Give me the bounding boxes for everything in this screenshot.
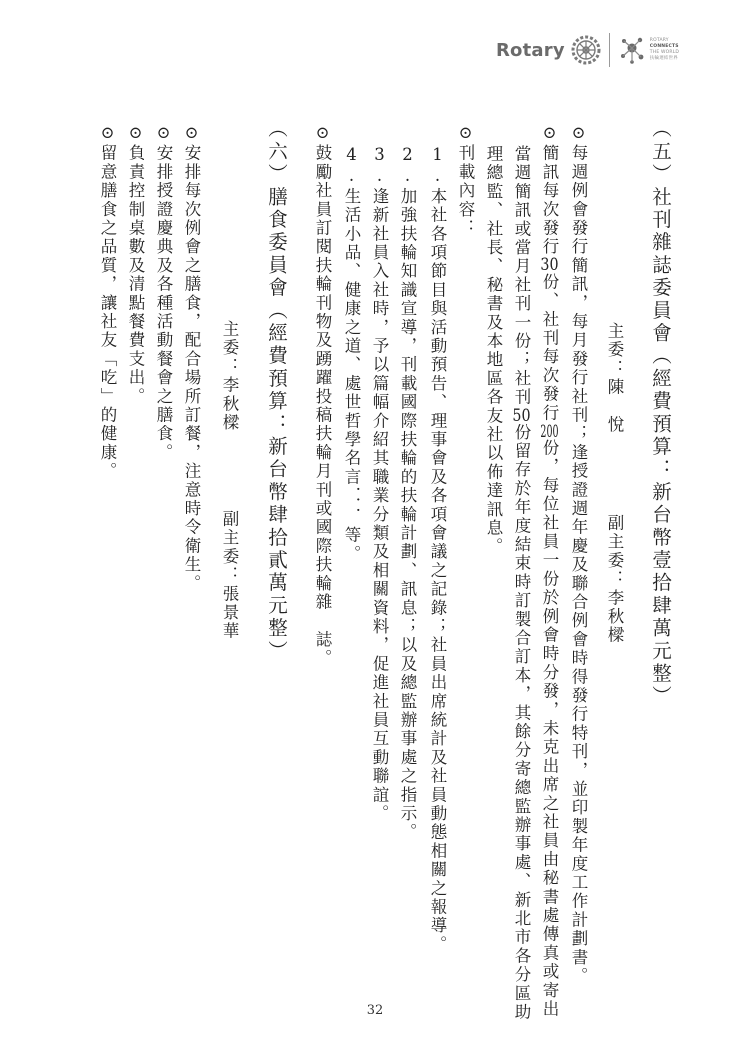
text-segment: 份，每位社員一份於例會時分發，未克出席之社員由秘書處傳真或寄出 xyxy=(540,439,559,1019)
tagline-line: 扶輪連結世界 xyxy=(649,56,678,61)
tagline-line: CONNECTS xyxy=(649,44,679,49)
tagline-line: THE WORLD xyxy=(649,50,680,55)
connects-world-icon xyxy=(618,34,646,66)
content-item-2: 2.加強扶輪知識宣導，刊載國際扶輪的扶輪計劃、訊息；以及總監辦事處之指示。 xyxy=(398,145,417,842)
section5-vice-chair: 副主委：李秋樑 xyxy=(605,514,624,645)
section5-heading: （五）社刊雜誌委員會（經費預算：新台幣壹拾肆萬元整） xyxy=(649,118,672,709)
number-segment: 200 xyxy=(540,422,559,440)
section5-chair: 主委：陳 悅 xyxy=(605,322,624,435)
section6-vice-chair: 副主委：張景華 xyxy=(220,510,239,641)
content-item-3: 3.逢新社員入社時，予以篇幅介紹其職業分類及相關資料，促進社員互動聯誼。 xyxy=(370,145,389,824)
logo-tagline xyxy=(650,38,679,62)
section5-item-1: ⊙每週例會發行簡訊，每月發行社刊；逢授證週年慶及聯合例會時得發行特刊，並印製年度工作計劃書。 xyxy=(569,123,588,986)
number-segment: 30 xyxy=(540,256,559,273)
page-number: 32 xyxy=(366,1003,384,1018)
section5-item-2-line-3: 理總監、社長、秘書及本地區各友社以佈達訊息。 xyxy=(484,145,503,557)
text-segment: 當週簡訊或當月社刊一份；社刊 xyxy=(512,145,531,407)
content-item-4: 4.生活小品、健康之道、處世哲學名言．．．等。 xyxy=(342,145,361,564)
content-item-1: 1.本社各項節目與活動預告、理事會及各項會議之記錄；社員出席統計及社員動態相關之報導。 xyxy=(428,145,447,955)
text-segment: 份、社刊每次發行 xyxy=(540,272,559,423)
section5-item-2-line-2 xyxy=(510,145,532,1022)
section5-item-4: ⊙鼓勵社員訂閱扶輪刊物及踴躍投稿扶輪月刊或國際扶輪雜 誌。 xyxy=(313,123,332,668)
rotary-logo xyxy=(496,28,706,72)
section6-item-3: ⊙負責控制桌數及清點餐費支出。 xyxy=(126,123,145,406)
tagline-line: ROTARY xyxy=(649,38,669,43)
section6-heading: （六）膳食委員會（經費預算：新台幣肆拾貳萬元整） xyxy=(265,118,288,663)
section5-item-3: ⊙刊載內容： xyxy=(456,123,475,238)
section5-item-2-line-1 xyxy=(538,123,560,1019)
rotary-wordmark: Rotary xyxy=(496,39,565,61)
section6-item-4: ⊙留意膳食之品質，讓社友「吃」的健康。 xyxy=(98,123,117,481)
text-segment: ⊙簡訊每次發行 xyxy=(540,123,559,257)
number-segment: 50 xyxy=(512,406,531,424)
section6-item-2: ⊙安排授證慶典及各種活動餐會之膳食。 xyxy=(154,123,173,463)
section6-item-1: ⊙安排每次例會之膳食，配合場所訂餐，注意時令衛生。 xyxy=(182,123,201,593)
rotary-wheel-icon xyxy=(569,33,603,67)
text-segment: 份留存於年度結束時訂製合訂本，其餘分寄總監辦事處、新北市各分區助 xyxy=(512,423,531,1022)
logo-divider xyxy=(609,33,610,67)
section6-chair: 主委：李秋樑 xyxy=(220,320,239,433)
